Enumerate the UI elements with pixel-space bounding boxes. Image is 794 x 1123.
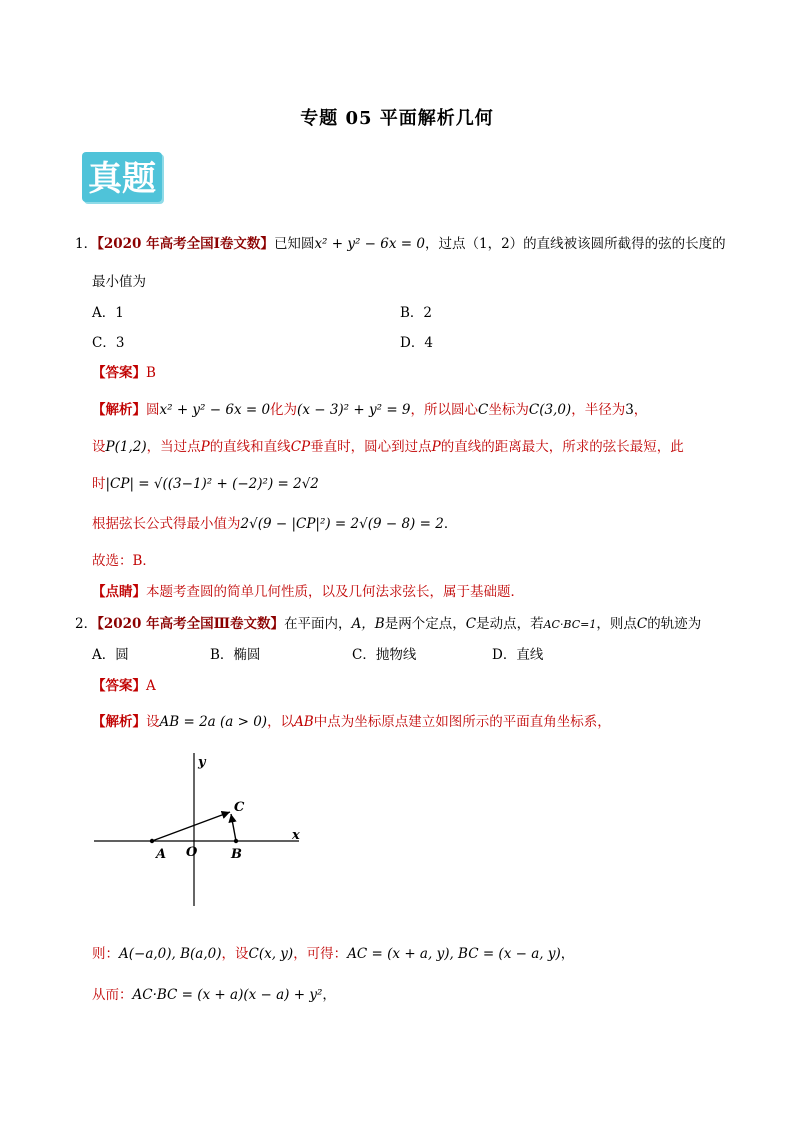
question-number: 2． <box>75 616 98 632</box>
analysis-line-1 <box>92 398 647 418</box>
analysis-text: ， <box>322 987 336 1003</box>
equation: AC·BC = (x + a)(x − a) + y² <box>132 987 323 1003</box>
equation: A(−a,0), B(a,0) <box>119 946 222 962</box>
option-a: A．1 <box>92 305 124 321</box>
question-source: 【2020 年高考全国Ⅲ卷文数】 <box>97 616 285 632</box>
equation: 2√(9 − |CP|²) = 2√(9 − 8) = 2 <box>240 516 444 532</box>
question-1-line-2: 最小值为 <box>92 274 146 290</box>
analysis-text: ，半径为 <box>571 402 626 418</box>
option-d: D．直线 <box>492 647 544 663</box>
analysis-text: 根据弦长公式得最小值为 <box>92 516 241 532</box>
question-2-line-1 <box>75 612 701 632</box>
analysis-line-1 <box>92 710 611 730</box>
stem-text: ，过点（1，2）的直线被该圆所截得的弦的长度的 <box>424 236 726 252</box>
analysis-text: 垂直时，圆心到过点 <box>310 439 432 455</box>
equation: x² + y² − 6x = 0 <box>159 402 271 418</box>
analysis-text: 圆 <box>146 402 160 418</box>
stem-text: 在平面内， <box>284 616 352 632</box>
equation: P <box>200 439 210 455</box>
analysis-text: 则： <box>92 946 119 962</box>
analysis-text: 中点为坐标原点建立如图所示的平面直角坐标系， <box>313 714 611 730</box>
label-o: O <box>186 845 198 860</box>
equation: P(1,2) <box>105 439 147 455</box>
point-b <box>234 839 238 843</box>
from-line <box>92 983 336 1003</box>
equation: A，B <box>351 616 385 632</box>
analysis-text: ，所以圆心 <box>410 402 479 418</box>
equation: |CP| = √((3−1)² + (−2)²) = 2√2 <box>105 476 319 492</box>
stem-text: 的轨迹为 <box>647 616 702 632</box>
analysis-text: ， <box>560 946 575 962</box>
analysis-text: 从而： <box>92 987 133 1003</box>
option-b: B．2 <box>400 305 433 321</box>
answer-line <box>92 361 156 381</box>
option-b: B．椭圆 <box>210 647 261 663</box>
section-badge <box>82 150 166 206</box>
comment-line <box>92 580 524 600</box>
analysis-text: 坐标为 <box>488 402 529 418</box>
vector-bc <box>231 814 236 841</box>
analysis-text: 化为 <box>270 402 298 418</box>
analysis-text: 设 <box>92 439 106 455</box>
label-a: A <box>156 847 167 862</box>
option-d: D．4 <box>400 335 433 351</box>
stem-text: ，则点 <box>596 616 637 632</box>
choose-line: 故选：B． <box>92 553 156 569</box>
equation: (x − 3)² + y² = 9 <box>297 402 411 418</box>
analysis-line-2 <box>92 435 684 455</box>
equation: AC = (x + a, y), BC = (x − a, y) <box>347 946 561 962</box>
answer-tag: 【答案】 <box>92 678 146 694</box>
analysis-text: 设 <box>146 714 160 730</box>
comment-tag: 【点睛】 <box>92 584 146 600</box>
equation: AB = 2a (a > 0) <box>159 714 268 730</box>
answer-line <box>92 674 156 694</box>
analysis-text: 时 <box>92 476 106 492</box>
comment-text: 本题考查圆的简单几何性质，以及几何法求弦长，属于基础题． <box>146 584 524 600</box>
coordinate-figure <box>94 748 314 908</box>
analysis-line-3 <box>92 472 319 492</box>
analysis-text: ，当过点 <box>146 439 201 455</box>
stem-text: 已知圆 <box>273 236 315 252</box>
answer-value: A <box>146 678 156 694</box>
stem-text: 是动点，若 <box>476 616 544 632</box>
analysis-text: ，设 <box>221 946 249 962</box>
option-c: C．抛物线 <box>352 647 417 663</box>
equation: C <box>478 402 489 418</box>
equation: C <box>465 616 477 632</box>
then-line <box>92 942 574 962</box>
point-a <box>150 839 154 843</box>
analysis-text: ． <box>443 516 458 532</box>
equation: 3 <box>625 402 634 418</box>
label-b: B <box>231 847 242 862</box>
x-label: x <box>292 828 300 843</box>
page-title: 专题 05 平面解析几何 <box>300 108 494 129</box>
section-badge-label: 真题 <box>88 159 156 199</box>
analysis-text: 的直线和直线 <box>209 439 291 455</box>
equation: C(3,0) <box>528 402 572 418</box>
y-label: y <box>198 755 206 770</box>
analysis-text: ，以 <box>267 714 295 730</box>
option-a: A．圆 <box>92 647 129 663</box>
question-number: 1． <box>75 236 98 252</box>
label-c: C <box>234 800 245 815</box>
equation: x² + y² − 6x = 0 <box>314 236 425 252</box>
analysis-text: 的直线的距离最大，所求的弦长最短，此 <box>440 439 684 455</box>
equation: AC·BC=1 <box>543 618 597 631</box>
equation: AB <box>294 714 314 730</box>
equation: C <box>636 616 648 632</box>
stem-text: 是两个定点， <box>384 616 466 632</box>
equation: P <box>431 439 441 455</box>
equation: C(x, y) <box>248 946 294 962</box>
analysis-text: ，可得： <box>293 946 348 962</box>
option-c: C．3 <box>92 335 125 351</box>
question-source: 【2020 年高考全国Ⅰ卷文数】 <box>97 236 274 252</box>
answer-value: B <box>146 365 156 381</box>
question-1-line-1 <box>75 232 726 252</box>
analysis-tag: 【解析】 <box>92 714 146 730</box>
vector-ac <box>152 812 230 841</box>
equation: CP <box>290 439 311 455</box>
answer-tag: 【答案】 <box>92 365 146 381</box>
analysis-line-4 <box>92 512 457 532</box>
analysis-text: ， <box>633 402 648 418</box>
analysis-tag: 【解析】 <box>92 402 146 418</box>
